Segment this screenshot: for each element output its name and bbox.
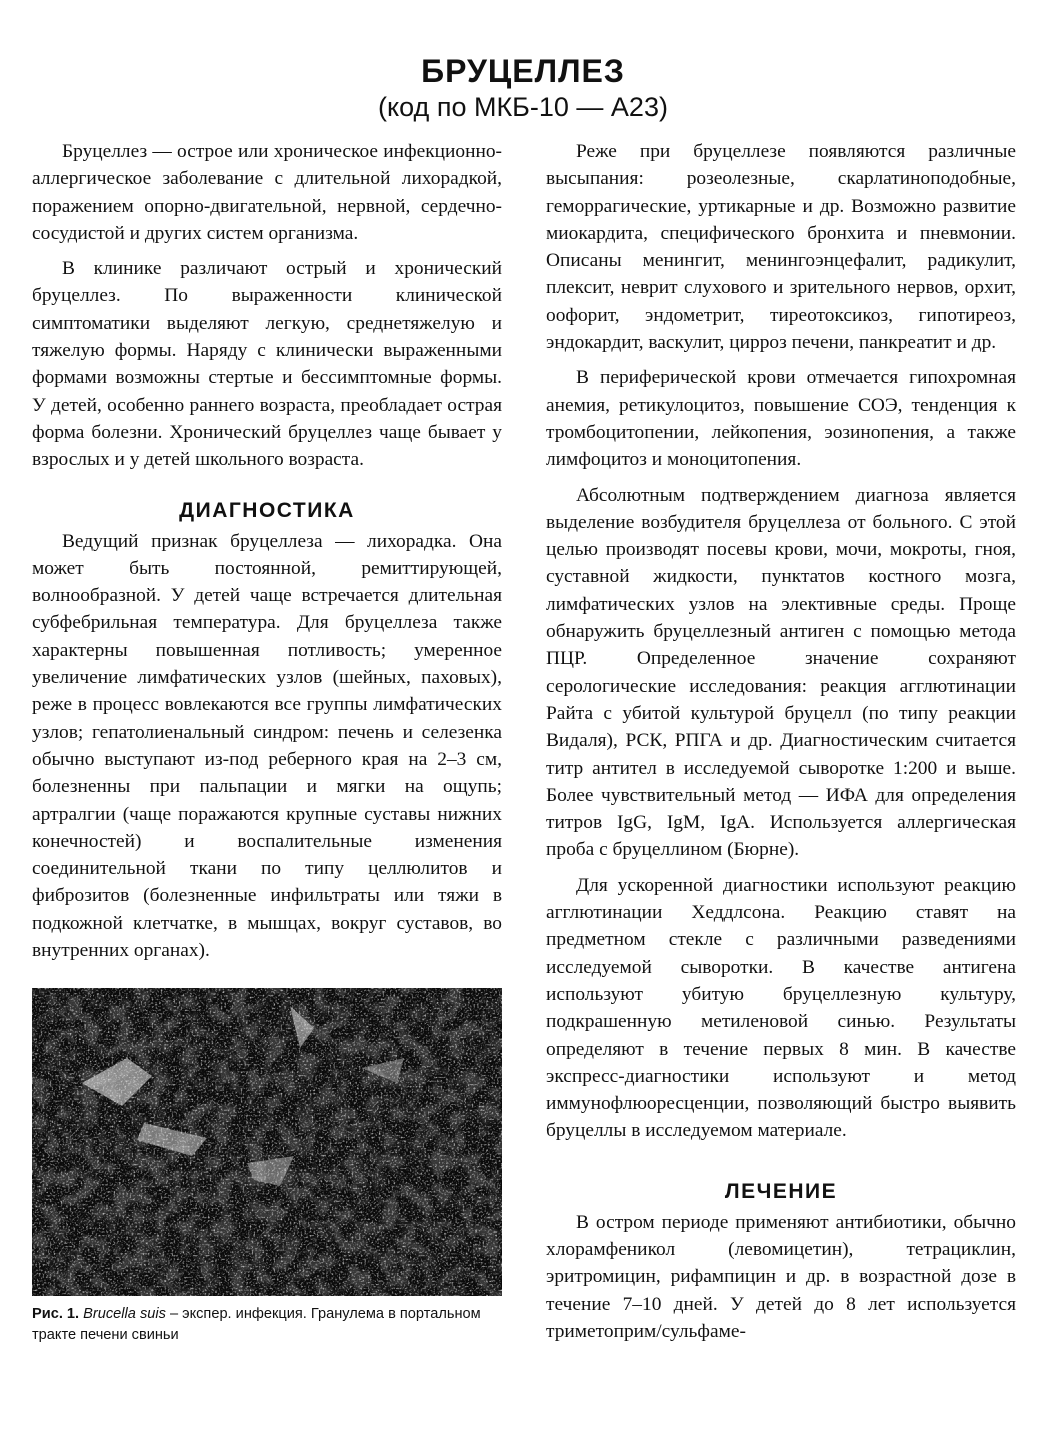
treatment-paragraph: В остром периоде применяют антибиотики, обычно хлорамфеникол (левомицетин), тетрациклин, эритромицин, рифампицин и др. в возрастной дозе в течение 7–10 дней. У детей до 8 лет используется триметоприм/сульфаме- [546,1211,1016,1342]
figure-caption-text: – экспер. инфекция. Гранулема в портальном тракте печени свиньи [32,1306,481,1344]
body-paragraph: В периферической крови отмечается гипохромная анемия, ретикулоцитоз, повышение СОЭ, тенденция к тромбоцитопении, лейкопения, эозинопения, а также лимфоцитоз и моноцитопения. [546,367,1016,471]
body-paragraph: Реже при бруцеллезе появляются различные высыпания: розеолезные, скарлатиноподобные, геморрагические, уртикарные и др. Возможно развитие миокардита, специфического бронхита и пневмонии. Описаны менингит, менингоэнцефалит, радикулит, плексит, неврит слухового и зрительного нервов, орхит, оофорит, эндометрит, тиреотоксикоз, гипотиреоз, эндокардит, васкулит, цирроз печени, панкреатит и др. [546,141,1016,354]
figure-caption [32,1304,502,1346]
treatment-heading: ЛЕЧЕНИЕ [724,1179,838,1203]
right-column [546,138,1016,1353]
figure-species: Brucella suis [83,1306,166,1323]
intro-paragraph: Бруцеллез — острое или хроническое инфекционно-аллергическое заболевание с длительной лихорадкой, поражением опорно-двигательной, нервной, сердечно-сосудистой и других систем организма. [32,141,502,244]
diagnostics-paragraph: Ведущий признак бруцеллеза — лихорадка. Она может быть постоянной, ремиттирующей, волнообразной. У детей чаще встречается длительная субфебрильная температура. Для бруцеллеза также характерны повышенная потливость; умеренное увеличение лимфатических узлов (шейных, паховых), реже в процесс вовлекаются все группы лимфатических узлов; гепатолиенальный синдром: печень и селезенка обычно выступают из-под реберного края на 2–3 см, болезненны при пальпации и мягки на ощупь; артралгии (чаще поражаются крупные суставы нижних конечностей) и воспалительные изменения соединительной ткани по типу целлюлитов и фиброзитов (болезненные инфильтраты или тяжи в подкожной клетчатке, в мышцах, вокруг суставов, во внутренних органах). [32,530,502,962]
intro-paragraph: В клинике различают острый и хронический бруцеллез. По выраженности клинической симптоматики выделяют легкую, среднетяжелую и тяжелую формы. Наряду с клинически выраженными формами возможны стертые и бессимптомные формы. У детей, особенно раннего возраста, преобладает острая форма болезни. Хронический бруцеллез чаще бывает у взрослых и у детей школьного возраста. [32,258,502,471]
body-paragraph: Абсолютным подтверждением диагноза является выделение возбудителя бруцеллеза от больного. С этой целью производят посевы крови, мочи, мокроты, гноя, суставной жидкости, пунктатов костного мозга, лимфатических узлов на элективные среды. Проще обнаружить бруцеллезный антиген с помощью метода ПЦР. Определенное значение сохраняют серологические исследования: реакция агглютинации Райта с убитой культурой бруцелл (по типу реакции Видаля), РСК, РПГА и др. Диагностическим считается титр антител в исследуемой сыворотке 1:200 и выше. Более чувствительный метод — ИФА для определения титров IgG, IgM, IgA. Используется аллергическая проба с бруцеллином (Бюрне). [546,484,1016,861]
figure-1 [32,988,502,1346]
diagnostics-heading: ДИАГНОСТИКА [179,498,355,522]
figure-label: Рис. 1. [32,1306,80,1323]
page-title: БРУЦЕЛЛЕЗ [421,53,625,89]
page-subtitle: (код по МКБ-10 — A23) [378,92,668,122]
left-column [32,138,502,1346]
micrograph-image [32,988,502,1296]
body-paragraph: Для ускоренной диагностики используют реакцию агглютинации Хеддлсона. Реакцию ставят на предметном стекле с различными разведениями исследуемой сыворотки. В качестве антигена используют убитую бруцеллезную культуру, подкрашенную метиленовой синью. Результаты определяют в течение первых 8 мин. В качестве экспресс-диагностики используют и метод иммунофлюоресценции, позволяющий быстро выявить бруцеллы в исследуемом материале. [546,874,1016,1142]
